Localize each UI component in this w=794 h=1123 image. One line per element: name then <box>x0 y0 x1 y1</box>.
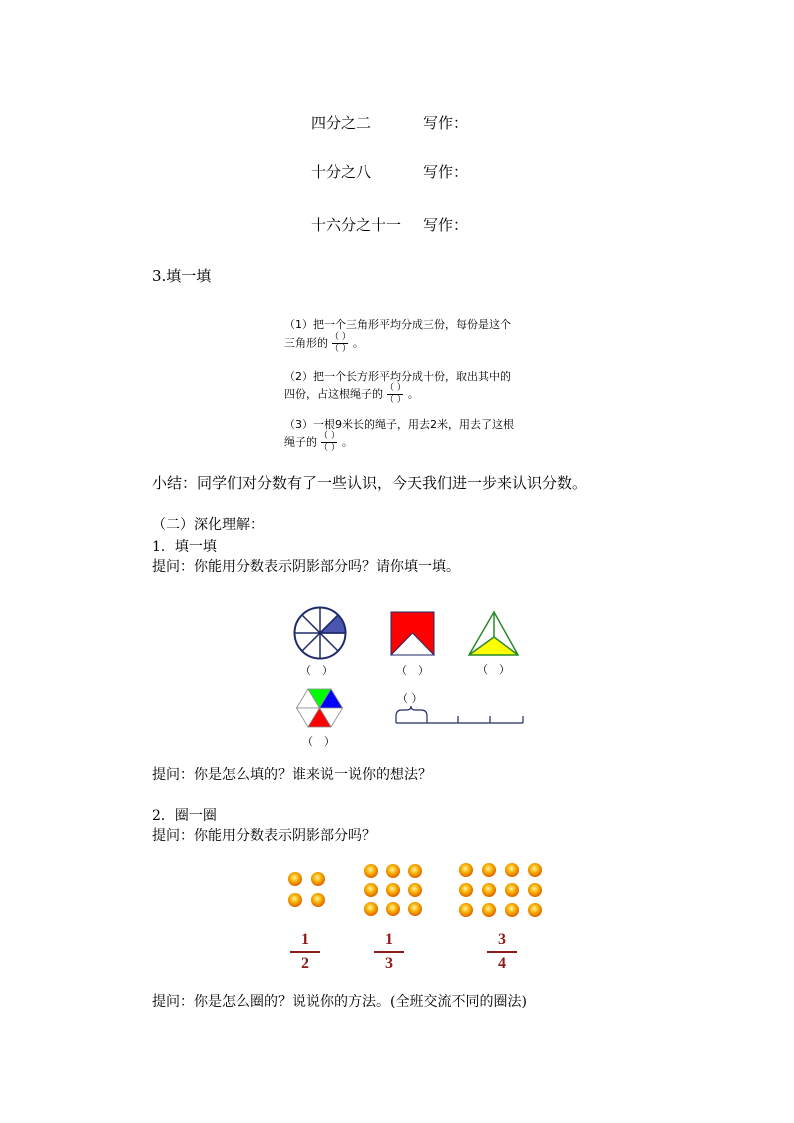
orange-dot <box>311 872 325 886</box>
blank-fraction[interactable]: $\frac{( )}{( )}$ <box>330 332 351 354</box>
item-1-question: 提问：你能用分数表示阴影部分吗？请你填一填。 <box>152 559 460 575</box>
orange-dot <box>459 903 473 917</box>
orange-dot <box>288 893 302 907</box>
dot-groups <box>288 863 542 917</box>
triangle-figure <box>469 612 518 655</box>
item-2-title: 2．圈一圈 <box>152 808 217 824</box>
orange-dot <box>408 864 422 878</box>
hexagon-figure <box>297 689 343 727</box>
fill-q1-line1: （1）把一个三角形平均分成三份，每份是这个 <box>284 318 511 331</box>
fraction-3-numerator: 3 <box>498 931 506 948</box>
orange-dot <box>408 883 422 897</box>
orange-dot <box>482 863 496 877</box>
circle-eighths <box>295 608 346 659</box>
section-3-title: 3.填一填 <box>152 267 212 285</box>
blank-hexagon[interactable]: （ ） <box>302 735 335 748</box>
fill-q2-line2: 四份，占这根绳子的 $\frac{( )}{( )}$ 。 <box>284 383 419 405</box>
orange-dot <box>505 883 519 897</box>
orange-dot <box>364 883 378 897</box>
orange-dot <box>505 863 519 877</box>
orange-dot <box>288 872 302 886</box>
orange-dot <box>408 902 422 916</box>
blank-line-segment[interactable]: （ ） <box>397 692 423 705</box>
item-1-title: 1．填一填 <box>152 539 217 555</box>
orange-dot <box>459 883 473 897</box>
write-row-1-word: 四分之二 <box>311 114 372 132</box>
blank-square[interactable]: （ ） <box>396 664 429 677</box>
line-segment-figure <box>396 706 523 723</box>
orange-dot <box>364 902 378 916</box>
orange-dot <box>311 893 325 907</box>
fill-q3-line1: （3）一根9米长的绳子，用去2米，用去了这根 <box>284 418 514 431</box>
orange-dot <box>528 883 542 897</box>
orange-dot <box>505 903 519 917</box>
item-2-question: 提问：你能用分数表示阴影部分吗？ <box>152 828 376 844</box>
orange-dot <box>528 903 542 917</box>
orange-dot <box>528 863 542 877</box>
fraction-1 <box>290 931 320 973</box>
write-row-2-word: 十分之八 <box>311 163 372 181</box>
fill-q1-line2: 三角形的 $\frac{( )}{( )}$ 。 <box>284 332 364 354</box>
blank-fraction[interactable]: $\frac{( )}{( )}$ <box>319 431 340 453</box>
blank-triangle[interactable]: （ ） <box>477 663 510 676</box>
orange-dot <box>482 883 496 897</box>
deepen-title: （二）深化理解： <box>152 517 264 533</box>
orange-dot <box>482 903 496 917</box>
orange-dot <box>386 902 400 916</box>
orange-dot <box>386 883 400 897</box>
item-2-followup: 提问：你是怎么圈的？说说你的方法。(全班交流不同的圈法) <box>152 994 527 1010</box>
blank-fraction[interactable]: $\frac{( )}{( )}$ <box>385 383 406 405</box>
red-square-figure <box>391 612 434 655</box>
fraction-3-denominator: 4 <box>498 955 506 972</box>
orange-dot <box>459 863 473 877</box>
write-row-3-label: 写作： <box>423 216 469 234</box>
fraction-3 <box>487 931 517 973</box>
fill-q3-line2: 绳子的 $\frac{( )}{( )}$ 。 <box>284 431 353 453</box>
summary: 小结：同学们对分数有了一些认识，今天我们进一步来认识分数。 <box>152 474 588 492</box>
fraction-1-numerator: 1 <box>301 931 309 948</box>
fill-q2-line1: （2）把一个长方形平均分成十份，取出其中的 <box>284 370 511 383</box>
orange-dot <box>386 864 400 878</box>
fraction-2-numerator: 1 <box>385 931 393 948</box>
write-row-1-label: 写作： <box>423 114 469 132</box>
write-row-3-word: 十六分之十一 <box>311 216 402 234</box>
fraction-2-denominator: 3 <box>385 955 393 972</box>
item-1-followup: 提问：你是怎么填的？谁来说一说你的想法？ <box>152 767 432 783</box>
write-row-2-label: 写作： <box>423 163 469 181</box>
orange-dot <box>364 864 378 878</box>
fraction-1-denominator: 2 <box>301 955 309 972</box>
fraction-2 <box>374 931 404 973</box>
blank-circle[interactable]: （ ） <box>300 664 333 677</box>
